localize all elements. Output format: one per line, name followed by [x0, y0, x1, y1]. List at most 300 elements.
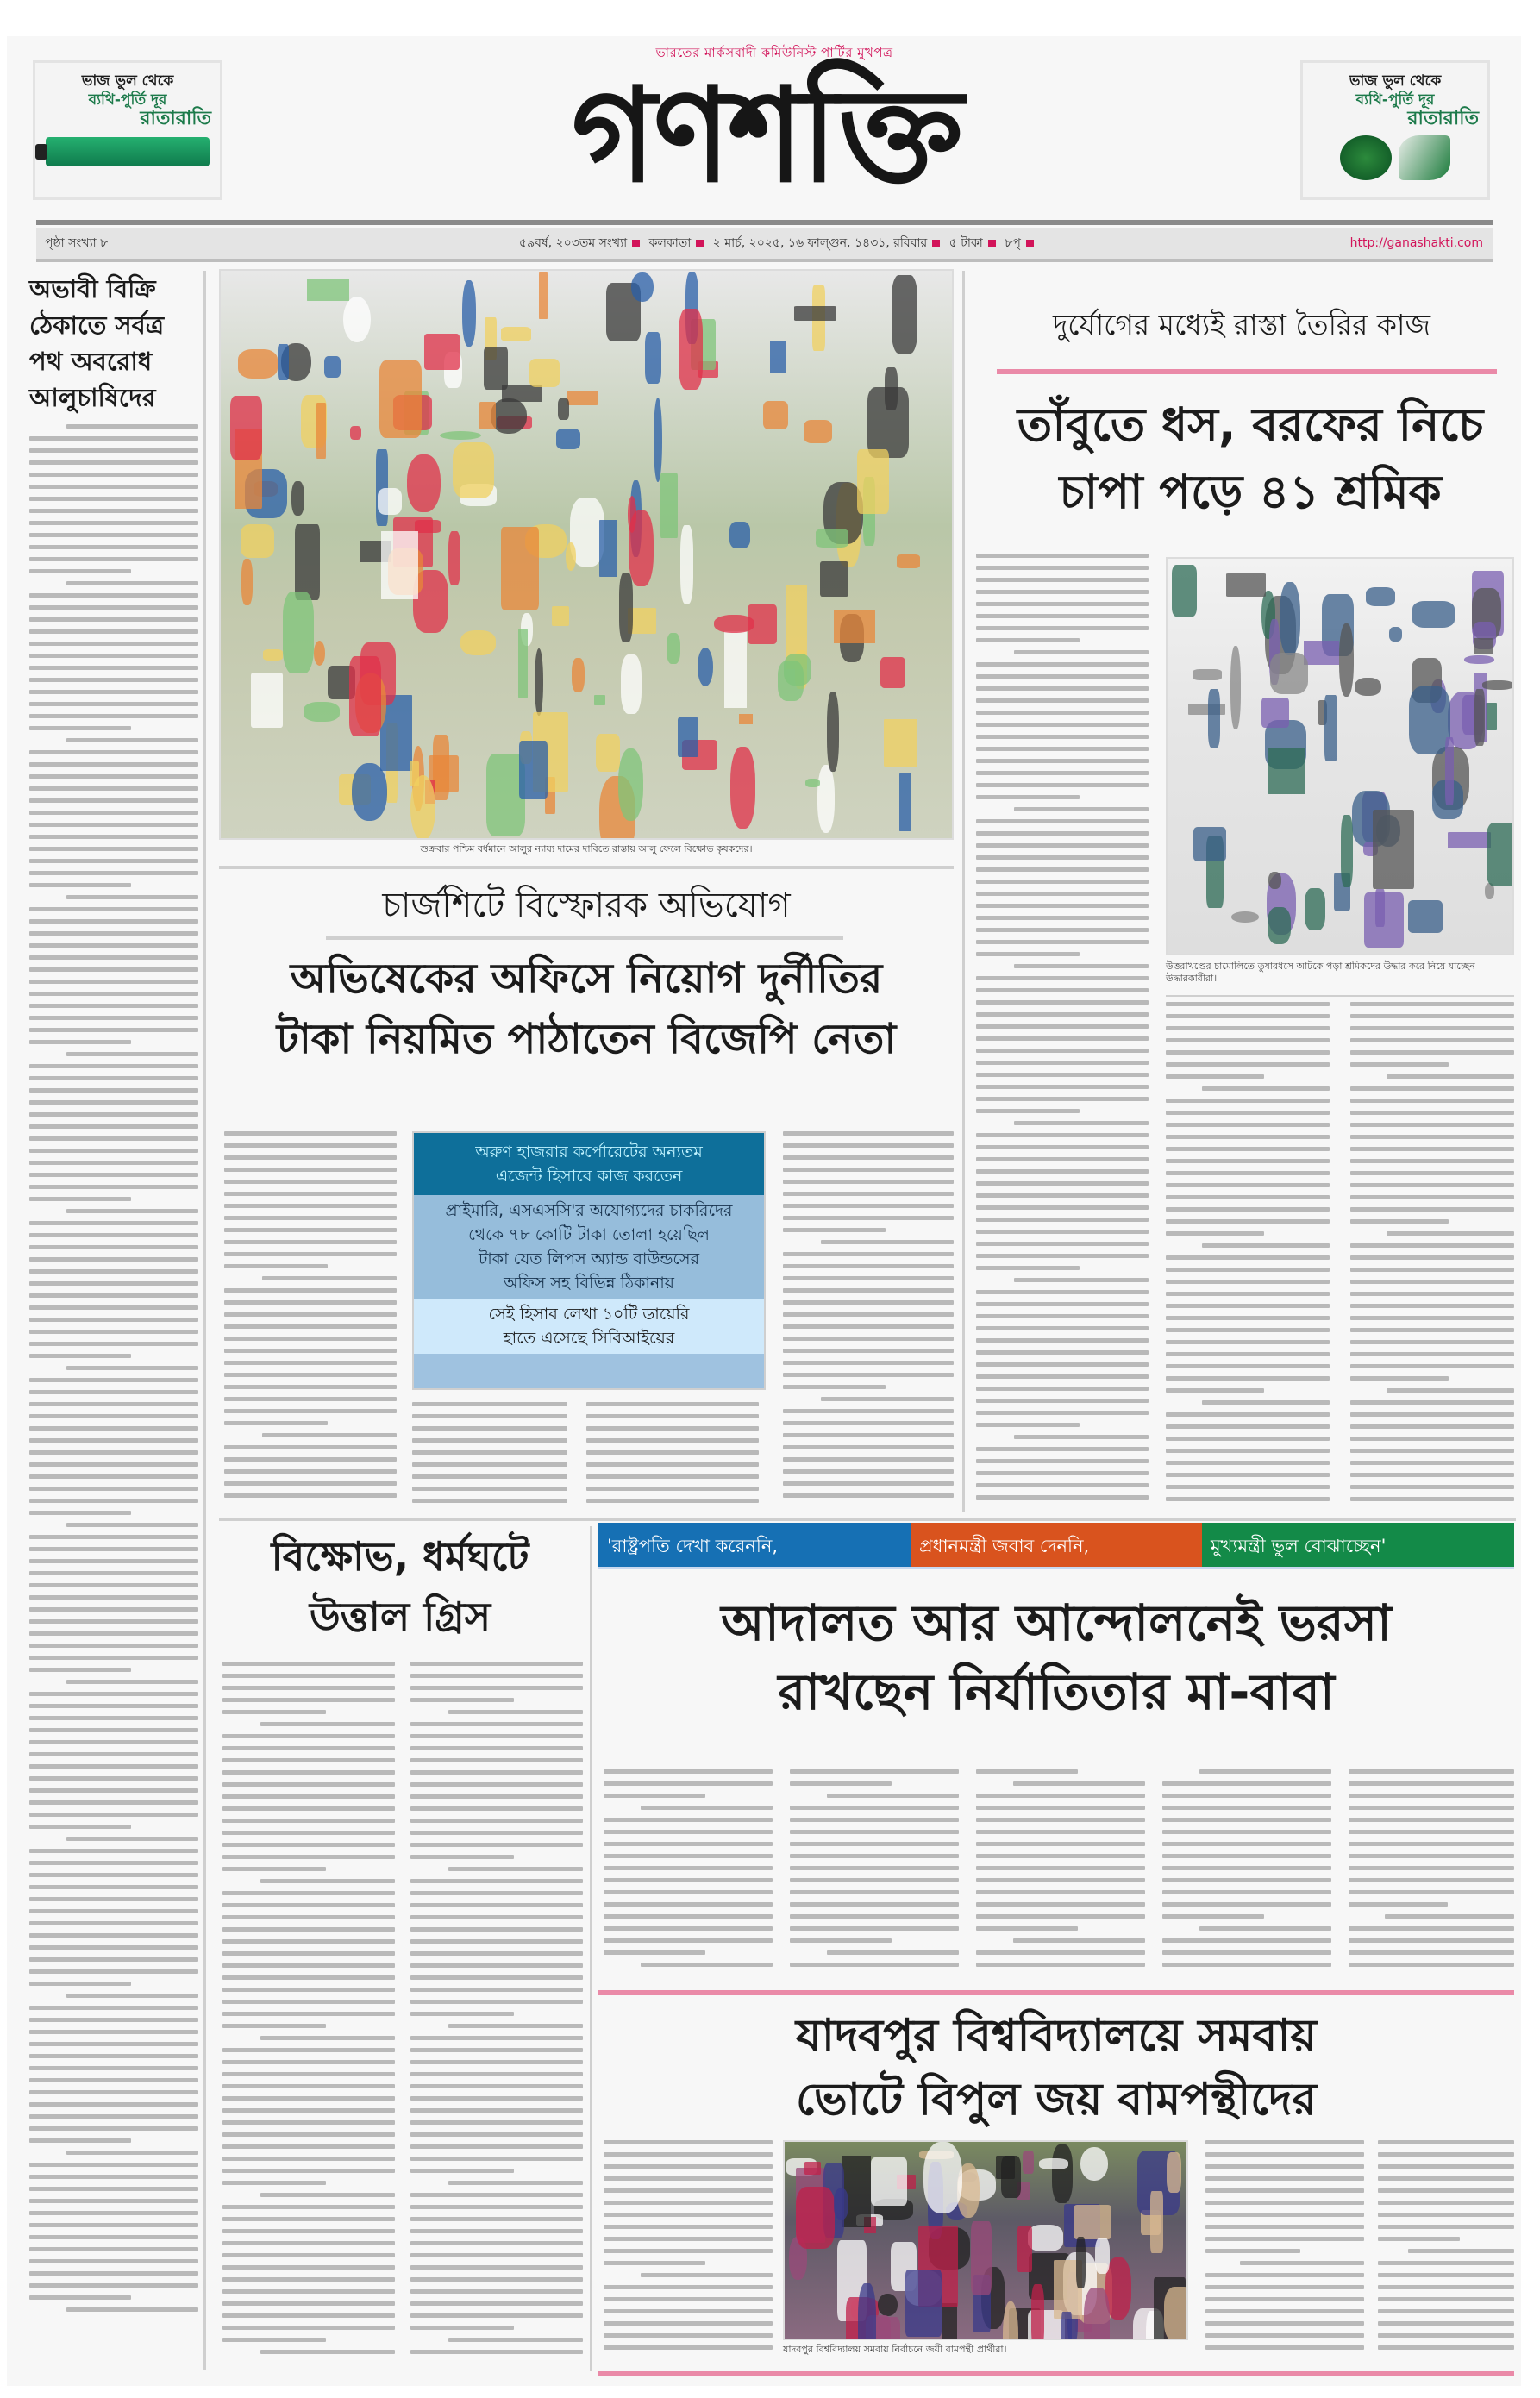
text-line — [1166, 1292, 1330, 1296]
left-story[interactable] — [29, 271, 198, 2330]
photo-detail — [407, 454, 441, 513]
text-line — [1349, 1890, 1514, 1894]
photo-detail — [567, 391, 598, 405]
text-line — [29, 1800, 198, 1805]
text-line — [29, 1245, 198, 1249]
text-line — [790, 1878, 959, 1882]
text-line — [29, 1185, 198, 1189]
text-line — [410, 1891, 583, 1895]
section-rule — [219, 866, 954, 869]
text-line — [224, 1143, 397, 1148]
text-line — [412, 1499, 567, 1503]
text-line — [29, 1390, 198, 1394]
photo-detail — [251, 673, 283, 728]
text-line — [224, 1409, 397, 1413]
text-line — [1013, 1938, 1145, 1943]
text-line — [29, 2163, 198, 2167]
text-line — [222, 2326, 395, 2330]
text-line — [1166, 1050, 1330, 1055]
text-line — [448, 2338, 583, 2342]
text-line — [29, 1318, 198, 1322]
text-line — [29, 835, 198, 839]
jadavpur-headline-1[interactable]: যাদবপুর বিশ্ববিদ্যালয়ে সমবায় — [795, 2010, 1318, 2062]
photo-detail — [501, 527, 539, 610]
photo-detail — [307, 279, 349, 301]
text-line — [604, 2321, 773, 2326]
text-line — [29, 2114, 198, 2119]
text-line — [1166, 1026, 1330, 1030]
text-line — [1350, 1062, 1449, 1067]
text-line — [66, 2307, 198, 2312]
text-line — [1162, 1950, 1331, 1955]
text-line — [29, 1704, 198, 1708]
protest-photo-caption: শুক্রবার পশ্চিম বর্ধমানে আলুর ন্যায্য দামের দাবিতে রাস্তায় আলু ফেলে বিক্ষোভ কৃষকদের। — [420, 843, 753, 855]
photo-detail — [1150, 2191, 1163, 2253]
text-line — [222, 1698, 395, 1702]
text-line — [224, 1312, 397, 1317]
text-line — [29, 1559, 198, 1563]
text-line — [1350, 1497, 1514, 1501]
text-line — [29, 1607, 198, 1612]
text-line — [29, 654, 198, 658]
jadavpur-winners-photo[interactable] — [783, 2140, 1188, 2340]
photo-detail — [1226, 573, 1267, 597]
text-line — [1378, 2273, 1514, 2277]
text-line — [1350, 1352, 1514, 1356]
snow-rescue-photo[interactable] — [1166, 557, 1514, 955]
date: ২ মার্চ, ২০২৫, ১৬ ফাল্গুন, ১৪৩১, রবিবার — [712, 236, 928, 250]
text-line — [1385, 1914, 1514, 1919]
text-line — [410, 2060, 583, 2064]
text-line — [604, 1926, 773, 1931]
text-line — [976, 916, 1149, 920]
text-line — [1162, 1914, 1264, 1919]
text-line — [1350, 1050, 1514, 1055]
photo-detail — [291, 481, 304, 516]
right-story-headline-1[interactable]: তাঁবুতে ধস, বরফের নিচে — [1017, 398, 1484, 452]
text-line — [222, 2277, 395, 2282]
text-line — [1387, 1074, 1514, 1079]
text-line — [604, 1902, 773, 1907]
text-line — [222, 1903, 395, 1907]
text-line — [790, 1963, 959, 1967]
factbox-bottom — [414, 1299, 764, 1354]
text-line — [1205, 2188, 1364, 2193]
text-line — [29, 967, 198, 972]
photo-detail — [518, 629, 528, 698]
text-line — [29, 1221, 198, 1225]
photo-detail — [880, 657, 905, 688]
photo-detail — [556, 429, 581, 449]
text-line — [1205, 2297, 1364, 2301]
text-line — [224, 1385, 397, 1389]
ad-left[interactable] — [33, 60, 222, 200]
text-line — [783, 1445, 954, 1449]
text-line — [976, 1374, 1149, 1379]
text-line — [790, 1781, 892, 1786]
right-story-body-col2 — [1166, 1002, 1330, 1511]
text-line — [29, 1450, 198, 1455]
text-line — [29, 1173, 198, 1177]
text-line — [790, 1806, 959, 1810]
text-line — [976, 1012, 1149, 1017]
text-line — [1166, 1183, 1330, 1187]
photo-detail — [1080, 2147, 1109, 2182]
photo-detail — [971, 2221, 992, 2295]
text-line — [410, 2096, 583, 2101]
ribbon-part-3: মুখ্যমন্ত্রী ভুল বোঝাচ্ছেন' — [1202, 1523, 1514, 1567]
text-line — [222, 1927, 395, 1932]
text-line — [1378, 2309, 1514, 2313]
text-line — [29, 1728, 198, 1732]
photo-detail — [778, 661, 804, 701]
text-line — [1350, 1159, 1514, 1163]
photo-detail — [278, 344, 290, 380]
greece-body-col1 — [222, 1662, 395, 2369]
text-line — [410, 1662, 583, 1666]
text-line — [410, 1939, 583, 1944]
text-line — [1350, 1014, 1514, 1018]
factbox-line: প্রাইমারি, এসএসসি'র অযোগ্যদের চাকরিদের — [445, 1201, 733, 1220]
text-line — [29, 702, 198, 706]
photo-detail — [241, 559, 254, 606]
text-line — [29, 1788, 198, 1793]
text-line — [976, 1806, 1145, 1810]
text-line — [222, 2024, 326, 2028]
rg-kar-headline-1[interactable]: আদালত আর আন্দোলনেই ভরসা — [721, 1593, 1392, 1652]
photo-detail — [552, 606, 569, 626]
text-line — [29, 617, 198, 622]
lead-story-headline-2[interactable]: টাকা নিয়মিত পাঠাতেন বিজেপি নেতা — [276, 1015, 897, 1063]
text-line — [410, 2072, 583, 2076]
dateline-bar — [36, 228, 1493, 262]
rg-kar-body-col2 — [790, 1769, 959, 1985]
text-line — [604, 2213, 773, 2217]
text-line — [412, 1438, 567, 1443]
text-line — [29, 883, 131, 887]
section-rule-pink — [598, 1990, 1514, 1995]
photo-detail — [453, 442, 494, 498]
photo-detail — [654, 398, 662, 482]
text-line — [29, 545, 198, 549]
text-line — [29, 811, 198, 815]
text-line — [222, 1674, 395, 1678]
section-rule — [219, 1518, 1516, 1521]
text-line — [1349, 1926, 1514, 1931]
photo-detail — [1408, 900, 1443, 933]
photo-detail — [1084, 2288, 1110, 2340]
text-line — [410, 1734, 583, 1738]
text-line — [1166, 1388, 1264, 1393]
text-line — [222, 1988, 395, 1992]
text-line — [1166, 1437, 1330, 1441]
text-line — [976, 1230, 1149, 1234]
text-line — [604, 2225, 773, 2229]
text-line — [29, 1764, 198, 1769]
text-line — [1166, 1268, 1330, 1272]
text-line — [1349, 1842, 1514, 1846]
photo-detail — [484, 347, 509, 390]
text-line — [224, 1493, 397, 1498]
text-line — [1350, 1461, 1514, 1465]
text-line — [1166, 1207, 1330, 1212]
photo-detail — [1445, 737, 1454, 806]
text-line — [410, 2157, 583, 2161]
text-line — [224, 1131, 397, 1136]
photo-detail — [594, 695, 605, 705]
text-line — [976, 686, 1149, 691]
text-line — [976, 1242, 1149, 1246]
rg-kar-body-col5 — [1349, 1769, 1514, 1985]
text-line — [29, 1354, 131, 1358]
text-line — [976, 578, 1149, 582]
text-line — [410, 2313, 583, 2318]
photo-detail — [378, 488, 402, 515]
rg-kar-headline-2[interactable]: রাখছেন নির্যাতিতার মা-বাবা — [778, 1662, 1335, 1721]
text-line — [790, 1914, 959, 1919]
text-line — [976, 1950, 1145, 1955]
city: কলকাতা — [648, 236, 692, 250]
text-line — [29, 1257, 198, 1262]
text-line — [604, 2176, 773, 2181]
photo-detail — [820, 561, 848, 597]
text-line — [29, 2175, 198, 2179]
text-line — [641, 1806, 773, 1810]
text-line — [29, 1269, 198, 1274]
text-line — [586, 1426, 759, 1431]
text-line — [1014, 1435, 1149, 1439]
text-line — [224, 1155, 397, 1160]
text-line — [976, 1218, 1149, 1222]
greece-body-col2 — [410, 1662, 583, 2369]
text-line — [29, 2078, 198, 2082]
text-line — [976, 602, 1149, 606]
text-line — [29, 919, 198, 924]
text-line — [1014, 650, 1149, 654]
right-story-headline-2[interactable]: চাপা পড়ে ৪১ শ্রমিক — [1059, 465, 1442, 519]
text-line — [29, 1849, 198, 1853]
text-line — [410, 1963, 583, 1968]
text-line — [410, 2048, 583, 2052]
protest-photo[interactable] — [219, 269, 954, 840]
text-line — [1350, 1364, 1514, 1368]
photo-detail — [1270, 653, 1309, 694]
photo-detail — [804, 2162, 821, 2175]
text-line — [412, 1450, 567, 1455]
text-line — [224, 1168, 397, 1172]
photo-detail — [1172, 565, 1197, 617]
text-line — [604, 2164, 773, 2169]
text-line — [976, 711, 1149, 715]
text-line — [976, 566, 1149, 570]
text-line — [604, 1938, 773, 1943]
photo-detail — [1039, 2158, 1068, 2169]
dateline-info — [519, 228, 1039, 259]
ad-right-line2: ব্যথি-পুর্তি দূর — [1355, 91, 1435, 109]
jadavpur-headline-2[interactable]: ভোটে বিপুল জয় বামপন্থীদের — [795, 2074, 1318, 2126]
lead-story-body-col2 — [412, 1402, 567, 1511]
text-line — [1350, 1340, 1514, 1344]
photo-detail — [238, 349, 278, 379]
text-line — [976, 1890, 1145, 1894]
text-line — [224, 1457, 397, 1462]
factbox-line: থেকে ৭৮ কোটি টাকা তোলা হয়েছিল — [468, 1225, 710, 1244]
text-line — [1387, 1231, 1514, 1236]
text-line — [29, 1861, 198, 1865]
text-line — [604, 1914, 773, 1919]
photo-detail — [1074, 2205, 1111, 2239]
photo-detail — [519, 741, 548, 799]
right-story-body-col1 — [976, 554, 1149, 1511]
text-line — [29, 1342, 198, 1346]
text-line — [410, 1988, 583, 1992]
text-line — [783, 1192, 954, 1196]
photo-detail — [572, 658, 585, 692]
text-line — [641, 1963, 773, 1967]
photo-detail — [1061, 2312, 1072, 2340]
text-line — [604, 1950, 705, 1955]
text-line — [29, 2138, 131, 2143]
text-line — [976, 1963, 1145, 1967]
photo-detail — [352, 763, 387, 821]
text-line — [29, 1124, 198, 1129]
text-line — [783, 1228, 886, 1232]
text-line — [1166, 1376, 1330, 1381]
text-line — [1205, 2140, 1364, 2144]
text-line — [29, 907, 198, 911]
text-line — [790, 1938, 892, 1943]
text-line — [604, 2261, 705, 2265]
photo-detail — [1474, 638, 1493, 654]
text-line — [29, 1281, 198, 1286]
text-line — [604, 2249, 773, 2253]
text-line — [29, 1233, 198, 1237]
text-line — [412, 1487, 567, 1491]
photo-detail — [805, 779, 820, 787]
text-line — [29, 1330, 198, 1334]
text-line — [1350, 1026, 1514, 1030]
text-line — [1166, 1038, 1330, 1042]
text-line — [783, 1349, 954, 1353]
text-line — [976, 1471, 1149, 1475]
jadavpur-body-col1 — [604, 2140, 773, 2366]
text-line — [1349, 1938, 1514, 1943]
text-line — [790, 1769, 959, 1774]
photo-detail — [1409, 686, 1450, 754]
text-line — [783, 1409, 954, 1413]
text-line — [410, 1927, 583, 1932]
text-line — [1205, 2201, 1364, 2205]
text-line — [29, 1885, 198, 1889]
text-line — [29, 485, 198, 489]
text-line — [1162, 1781, 1331, 1786]
photo-detail — [834, 610, 875, 642]
website-link[interactable]: http://ganashakti.com — [1349, 236, 1483, 250]
separator-dot — [988, 240, 996, 247]
photo-detail — [1364, 892, 1404, 948]
text-line — [222, 2096, 395, 2101]
text-line — [410, 1903, 583, 1907]
newspaper-logo[interactable]: গণশক্তি — [571, 59, 961, 211]
text-line — [224, 1421, 328, 1425]
photo-detail — [714, 615, 754, 633]
text-line — [1166, 1328, 1330, 1332]
lead-story-headline-1[interactable]: অভিষেকের অফিসে নিয়োগ দুর্নীতির — [290, 955, 883, 1003]
text-line — [976, 759, 1149, 763]
text-line — [29, 557, 198, 561]
greece-headline-2[interactable]: উত্তাল গ্রিস — [309, 1593, 491, 1640]
text-line — [29, 762, 198, 767]
text-line — [29, 1776, 198, 1781]
text-line — [1166, 1062, 1330, 1067]
text-line — [29, 823, 198, 827]
photo-detail — [1324, 695, 1337, 761]
text-line — [260, 2350, 395, 2354]
photo-detail — [619, 573, 634, 643]
left-story-headline[interactable]: অভাবী বিক্রি ঠেকাতে সর্বত্র পথ অবরোধ আলুচাষিদের — [29, 274, 165, 412]
text-line — [29, 1571, 198, 1575]
jadavpur-body-col2 — [1205, 2140, 1364, 2366]
text-line — [783, 1276, 954, 1280]
text-line — [410, 2084, 583, 2088]
text-line — [1350, 1243, 1514, 1248]
text-line — [1014, 1121, 1149, 1125]
photo-detail — [440, 431, 481, 440]
text-line — [1166, 1497, 1330, 1501]
photo-detail — [424, 334, 460, 370]
text-line — [976, 735, 1149, 739]
text-line — [783, 1457, 954, 1462]
text-line — [29, 871, 198, 875]
ribbon-part-1: 'রাষ্ট্রপতি দেখা করেননি, — [598, 1523, 911, 1567]
text-line — [641, 2273, 773, 2277]
text-line — [1350, 1400, 1514, 1405]
photo-detail — [804, 420, 832, 442]
text-line — [976, 1193, 1149, 1198]
greece-headline-1[interactable]: বিক্ষোভ, ধর্মঘটে — [271, 1533, 529, 1580]
text-line — [976, 795, 1080, 799]
photo-detail — [730, 747, 755, 829]
text-line — [976, 976, 1149, 980]
text-line — [976, 723, 1149, 727]
text-line — [976, 590, 1149, 594]
text-line — [29, 2126, 198, 2131]
text-line — [222, 2132, 395, 2137]
text-line — [1199, 1769, 1331, 1774]
issue-number: পৃষ্ঠা সংখ্যা ৮ — [45, 236, 109, 250]
photo-detail — [1268, 907, 1291, 943]
text-line — [224, 1361, 397, 1365]
text-line — [29, 1016, 198, 1020]
text-line — [410, 1951, 583, 1956]
text-line — [604, 1842, 773, 1846]
text-line — [66, 2151, 198, 2155]
photo-detail — [349, 656, 381, 737]
text-line — [976, 1926, 1078, 1931]
text-line — [976, 1447, 1149, 1451]
text-line — [1166, 1280, 1330, 1284]
text-line — [29, 2235, 198, 2239]
text-line — [1205, 2273, 1364, 2277]
text-line — [29, 1028, 198, 1032]
ad-right[interactable] — [1300, 60, 1490, 200]
text-line — [29, 859, 198, 863]
text-line — [29, 1945, 198, 1950]
text-line — [586, 1462, 759, 1467]
text-line — [783, 1264, 954, 1268]
text-line — [1162, 1842, 1331, 1846]
text-line — [1349, 1866, 1514, 1870]
